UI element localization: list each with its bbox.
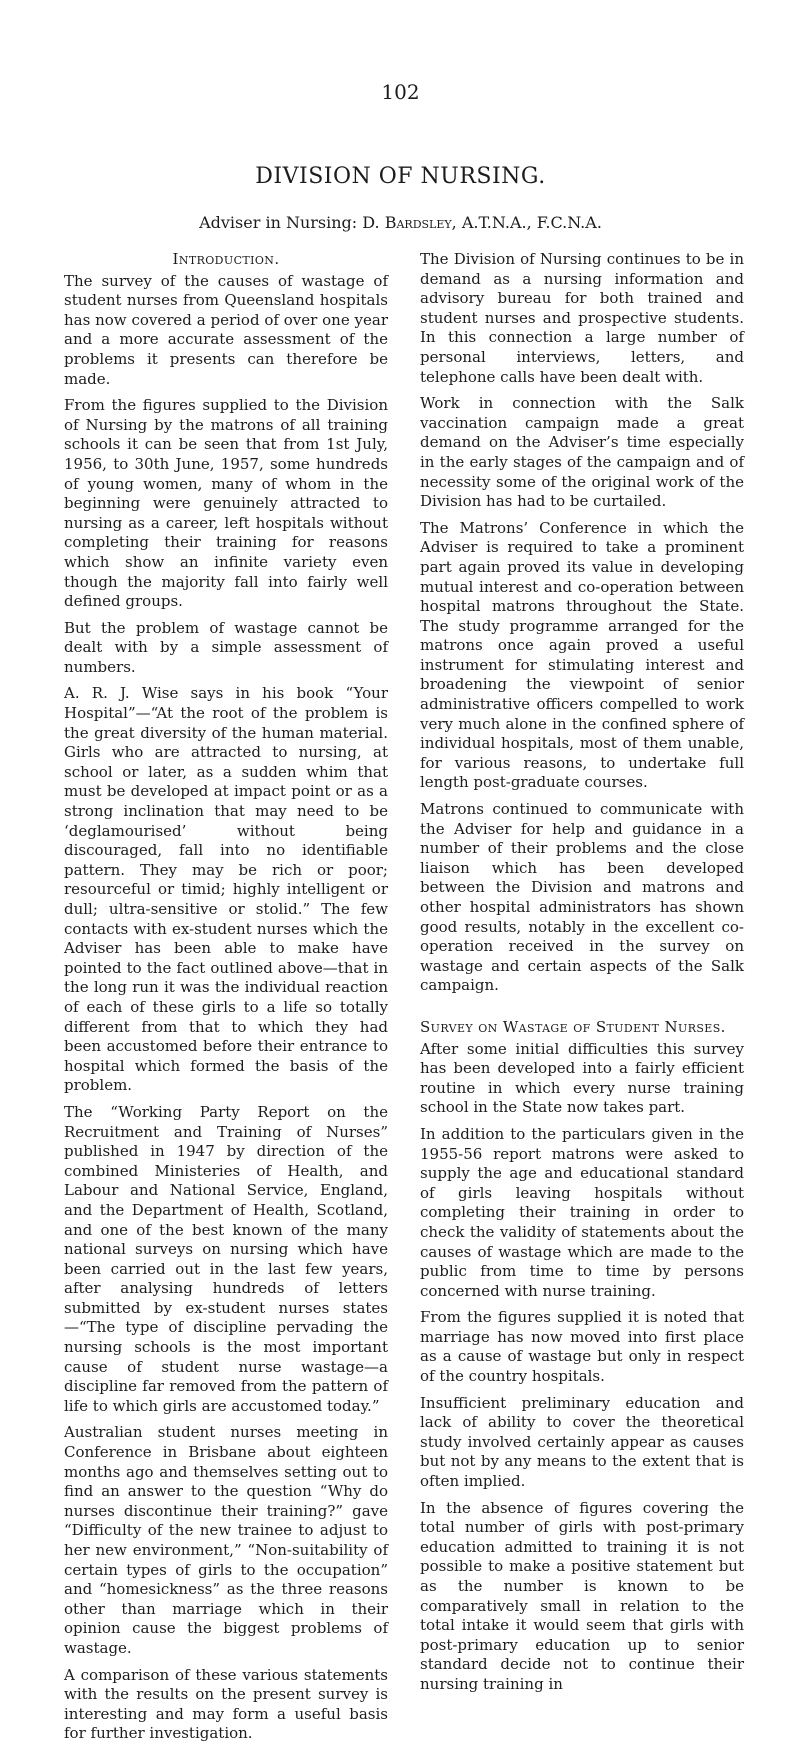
paragraph: The Matrons’ Conference in which the Adviser is required to take a prominent part again proved its value in developing mutual interest and co-operation between hospital matrons throughout the State. The study programme arranged for the matrons once again proved a useful instrument for stimulating interest and broadening the viewpoint of senior administrative officers compelled to work very much alone in the confined sphere of individual hospitals, most of them unable, for various reasons, to undertake full length post-graduate courses. bbox=[420, 518, 744, 792]
paragraph: From the figures supplied to the Division of Nursing by the matrons of all training schools it can be seen that from 1st July, 1956, to 30th June, 1957, some hundreds of young women, many of whom in the beginning were genuinely attracted to nursing as a career, left hospitals without completing their training for reasons which show an infinite variety even though the majority fall into fairly well defined groups. bbox=[64, 396, 388, 611]
paragraph: Matrons continued to communicate with the Adviser for help and guidance in a number of their problems and the close liaison which has been developed between the Division and matrons and other hospital administrators has shown good results, notably in the excellent co-operation received in the survey on wastage and certain aspects of the Salk campaign. bbox=[420, 800, 744, 995]
left-column bbox=[64, 250, 388, 1751]
page-title: DIVISION OF NURSING. bbox=[255, 164, 546, 189]
adviser-line bbox=[0, 213, 801, 232]
paragraph: After some initial difficulties this survey has been developed into a fairly efficient routine in which every nurse training school in the State now takes part. bbox=[420, 1039, 744, 1117]
paragraph: But the problem of wastage cannot be dealt with by a simple assessment of numbers. bbox=[64, 618, 388, 676]
section-heading-survey: Survey on Wastage of Student Nurses. bbox=[420, 1017, 726, 1036]
section-heading-introduction: Introduction. bbox=[172, 250, 280, 268]
paragraph: The “Working Party Report on the Recruitment and Training of Nurses” published in 1947 by direction of the combined Ministeries of Health, and Labour and National Service, England, and the Department of Health, Scotland, and one of the best known of the many national surveys on nursing which have been carried out in the last few years, after analysing hundreds of letters submitted by ex-student nurses states—“The type of discipline pervading the nursing schools is the most important cause of student nurse wastage—a discipline far removed from the pattern of life to which girls are accustomed today.” bbox=[64, 1102, 388, 1415]
paragraph: In addition to the particulars given in the 1955-56 report matrons were asked to supply the age and educational standard of girls leaving hospitals without completing their training in order to check the validity of statements about the causes of wastage which are made to the public from time to time by persons concerned with nurse training. bbox=[420, 1124, 744, 1300]
paragraph: Work in connection with the Salk vaccination campaign made a great demand on the Adviser’s time especially in the early stages of the campaign and of necessity some of the original work of the Division has had to be curtailed. bbox=[420, 394, 744, 511]
paragraph: The Division of Nursing continues to be in demand as a nursing information and advisory bureau for both trained and student nurses and prospective students. In this connection a large number of personal interviews, letters, and telephone calls have been dealt with. bbox=[420, 250, 744, 386]
adviser-credentials: , A.T.N.A., F.C.N.A. bbox=[451, 213, 602, 232]
paragraph: Insufficient preliminary education and lack of ability to cover the theoretical study involved certainly appear as causes but not by any means to the extent that is often implied. bbox=[420, 1393, 744, 1491]
paragraph: A comparison of these various statements with the results on the present survey is interesting and may form a useful basis for further investigation. bbox=[64, 1665, 388, 1743]
paragraph: The survey of the causes of wastage of student nurses from Queensland hospitals has now covered a period of over one year and a more accurate assessment of the problems it presents can therefore be made. bbox=[64, 271, 388, 388]
adviser-name: D. Bardsley bbox=[362, 213, 452, 232]
paragraph: In the absence of figures covering the total number of girls with post-primary education admitted to training it is not possible to make a positive statement but as the number is known to be comparatively small in relation to the total intake it would seem that girls with post-primary education up to senior standard decide not to continue their nursing training in bbox=[420, 1498, 744, 1693]
page-number: 102 bbox=[381, 80, 420, 104]
paragraph: Australian student nurses meeting in Conference in Brisbane about eighteen months ago and themselves setting out to find an answer to the question “Why do nurses discontinue their training?” gave “Difficulty of the new trainee to adjust to her new environment,” “Non-suitability of certain types of girls to the occupation” and “homesickness” as the three reasons other than marriage which in their opinion cause the biggest problems of wastage. bbox=[64, 1423, 388, 1657]
paragraph: From the figures supplied it is noted that marriage has now moved into first place as a cause of wastage but only in respect of the country hospitals. bbox=[420, 1308, 744, 1386]
adviser-prefix: Adviser in Nursing: bbox=[199, 213, 363, 232]
paragraph: A. R. J. Wise says in his book “Your Hospital”—“At the root of the problem is the great diversity of the human material. Girls who are attracted to nursing, at school or later, as a sudden whim that must be developed at impact point or as a strong inclination that may need to be ‘deglamourised’ without being discouraged, fall into no identifiable pattern. They may be rich or poor; resourceful or timid; highly intelligent or dull; ultra-sensitive or stolid.” The few contacts with ex-student nurses which the Adviser has been able to make have pointed to the fact outlined above—that in the long run it was the individual reaction of each of these girls to a life so totally different from that to which they had been accustomed before their entrance to hospital which formed the basis of the problem. bbox=[64, 684, 388, 1095]
right-column bbox=[420, 250, 744, 1702]
